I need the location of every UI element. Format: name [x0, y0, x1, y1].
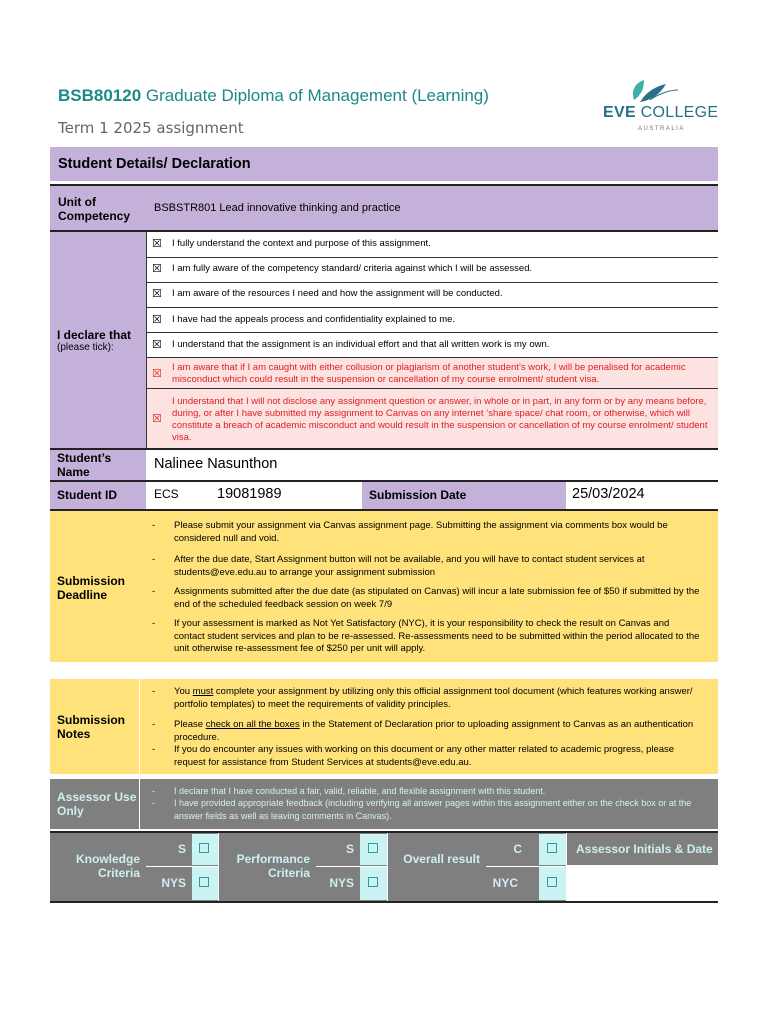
knowledge-criteria-label: Knowledge Criteria — [75, 852, 140, 880]
declaration-text: I am fully aware of the competency standard/ criteria against which I will be assessed. — [172, 263, 533, 274]
deadline-item: - After the due date, Start Assignment button will not be available, and you will have to contact student services at students@eve.edu.au to arrange your assignment submission — [152, 554, 645, 578]
student-name-value[interactable]: Nalinee Nasunthon — [154, 456, 278, 472]
logo-subtitle: AUSTRALIA — [638, 126, 685, 132]
student-name-label-cell — [50, 450, 146, 480]
notes-item: - You must complete your assignment by utilizing only this official assignment tool document (which features working answer/ portfolio templates) to meet the requirements of validity principles. — [152, 686, 693, 710]
declaration-item-warning[interactable] — [152, 362, 712, 386]
deadline-item: - Please submit your assignment via Canvas assignment page. Submitting the assignment via comments box would be considered null and void. — [152, 520, 668, 544]
declare-sublabel: (please tick): — [57, 342, 114, 353]
knowledge-nys-checkbox[interactable] — [199, 877, 209, 887]
declaration-item[interactable] — [152, 238, 712, 250]
performance-nys-checkbox[interactable] — [368, 877, 378, 887]
declare-label: I declare that — [57, 328, 132, 342]
checked-box-icon[interactable]: ☒ — [152, 339, 162, 351]
checked-box-icon[interactable]: ☒ — [152, 288, 162, 300]
student-id-value[interactable]: 19081989 — [217, 486, 282, 502]
initials-header-cell — [567, 833, 718, 865]
student-id-label: Student ID — [57, 488, 117, 502]
overall-c-label: C — [513, 842, 522, 856]
performance-s-checkbox[interactable] — [368, 843, 378, 853]
checked-box-icon[interactable]: ☒ — [152, 368, 162, 380]
checked-box-icon[interactable]: ☒ — [152, 314, 162, 326]
submission-date-label-cell — [362, 482, 566, 509]
deadline-item: - Assignments submitted after the due date (as stipulated on Canvas) will incur a late submission fee of $50 if submitted by the end of the scheduled feedback session on week 7/9 — [152, 586, 700, 610]
student-id-label-cell — [50, 482, 146, 509]
knowledge-s-label: S — [177, 842, 186, 856]
deadline-item: - If your assessment is marked as Not Yet Satisfactory (NYC), it is your responsibility to check the result on Canvas and contact student services and plan to be re-assessed. Re-assessments need to be submitted within the period allocated to the unit otherwise re-assessment fee of $250 per unit will apply. — [152, 618, 700, 654]
declaration-item[interactable] — [152, 288, 712, 300]
declaration-item[interactable] — [152, 314, 712, 326]
overall-nyc-checkbox[interactable] — [547, 877, 557, 887]
knowledge-nys-label: NYS — [161, 876, 186, 890]
unit-row — [50, 186, 718, 230]
declaration-text: I am aware that if I am caught with either collusion or plagiarism of another student’s work, I will be penalised for academic misconduct which could result in the suspension or cancellation of my course enrolment/ student visa. — [172, 362, 686, 385]
section-header — [50, 147, 718, 181]
overall-result-label: Overall result — [403, 852, 480, 866]
notes-label: Submission Notes — [57, 713, 126, 741]
student-name-label: Student’s Name — [57, 451, 112, 479]
deadline-label: Submission Deadline — [57, 574, 126, 602]
performance-s-label: S — [345, 842, 354, 856]
declaration-item-warning[interactable] — [152, 396, 712, 444]
student-id-prefix: ECS — [154, 487, 179, 501]
unit-label: Unit of Competency — [58, 195, 131, 223]
term-label: Term 1 2025 assignment — [58, 119, 244, 137]
declaration-text: I understand that I will not disclose any assignment question or answer, in whole or in part, in any form or by any means before, during, or after I have submitted my assignment to Canvas on any internet ‘share space/ chat room, or otherwise, which will constitute a breach of academic misconduct and would result in the suspension or cancellation of my course enrolment/ student visa. — [172, 396, 708, 443]
initials-field[interactable] — [567, 866, 718, 901]
notes-item: - Please check on all the boxes in the Statement of Declaration prior to uploading assignment to Canvas as an authentication procedure. — [152, 719, 694, 743]
declaration-item[interactable] — [152, 263, 712, 275]
overall-c-checkbox[interactable] — [547, 843, 557, 853]
checked-box-icon[interactable]: ☒ — [152, 413, 162, 425]
checked-box-icon[interactable]: ☒ — [152, 263, 162, 275]
initials-label: Assessor Initials & Date — [576, 842, 713, 856]
declaration-text: I fully understand the context and purpose of this assignment. — [172, 238, 431, 249]
logo-college: COLLEGE — [640, 104, 719, 121]
notes-item: - If you do encounter any issues with working on this document or any other matter related to academic progress, please request for assistance from Student Services at students@eve.edu.au. — [152, 744, 675, 768]
assessor-item: - I have provided appropriate feedback (including verifying all answer pages within this assignment either on the check box or at the answer fields as well as leaving comments in Canvas). — [152, 798, 692, 821]
performance-nys-label: NYS — [329, 876, 354, 890]
assessor-item: - I declare that I have conducted a fair, valid, reliable, and flexible assignment with this student. — [152, 786, 546, 796]
leaf-icon — [600, 78, 715, 106]
logo-eve: EVE — [603, 104, 636, 121]
eve-college-logo — [600, 78, 719, 138]
declaration-item[interactable] — [152, 339, 712, 351]
declaration-text: I am aware of the resources I need and how the assignment will be conducted. — [172, 288, 503, 299]
declaration-text: I understand that the assignment is an individual effort and that all written work is my own. — [172, 339, 550, 350]
submission-date-label: Submission Date — [369, 488, 467, 502]
course-name: Graduate Diploma of Management (Learning) — [145, 86, 489, 105]
section-title: Student Details/ Declaration — [58, 156, 251, 172]
document-title — [58, 86, 489, 106]
submission-date-value[interactable]: 25/03/2024 — [572, 486, 645, 502]
overall-nyc-label: NYC — [492, 876, 518, 890]
assessor-label: Assessor Use Only — [57, 790, 137, 818]
checked-box-icon[interactable]: ☒ — [152, 238, 162, 250]
declare-label-cell — [50, 232, 146, 448]
course-code: BSB80120 — [58, 86, 142, 105]
declaration-text: I have had the appeals process and confidentiality explained to me. — [172, 314, 456, 325]
performance-criteria-label: Performance Criteria — [236, 852, 310, 880]
logo-wordmark — [603, 104, 718, 122]
unit-value: BSBSTR801 Lead innovative thinking and practice — [154, 202, 401, 214]
knowledge-s-checkbox[interactable] — [199, 843, 209, 853]
